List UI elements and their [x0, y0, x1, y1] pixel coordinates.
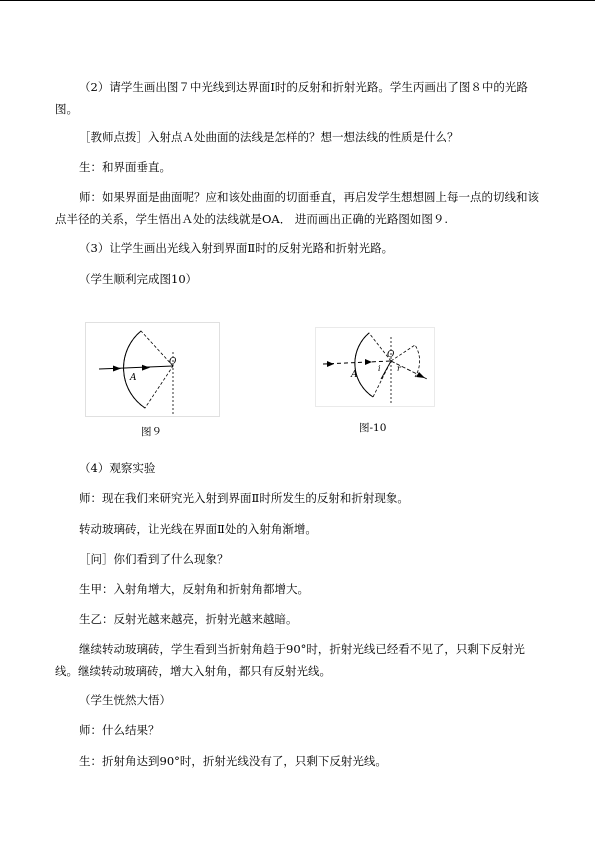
- paragraph-q2: （2）请学生画出图７中光线到达界面Ⅰ时的反射和折射光路。学生丙画出了图８中的光路图。: [55, 80, 528, 116]
- figure-10-angle-i: i: [378, 364, 381, 373]
- paragraph-teacher-hint: ［教师点拨］入射点Ａ处曲面的法线是怎样的？想一想法线的性质是什么？: [79, 130, 459, 144]
- paragraph-conclusion: 生：折射角达到90°时，折射光线没有了，只剩下反射光线。: [79, 754, 387, 768]
- paragraph-question: ［问］你们看到了什么现象？: [79, 552, 229, 566]
- paragraph-teacher-ask: 师：什么结果？: [79, 723, 160, 737]
- figure-9-caption: 图９: [141, 426, 162, 438]
- paragraph-q3: （3）让学生画出光线入射到界面Ⅱ时的反射光路和折射光路。: [79, 241, 394, 255]
- paragraph-continue: 继续转动玻璃砖，学生看到当折射角趋于90°时，折射光线已经看不见了，只剩下反射光线。继续转动玻璃砖，增大入射角，都只有反射光线。: [55, 642, 525, 678]
- paragraph-teacher-intro: 师：现在我们来研究光入射到界面Ⅱ时所发生的反射和折射现象。: [79, 491, 409, 505]
- figure-9-point-a: A: [130, 373, 137, 383]
- figure-10-point-o: O: [387, 350, 395, 360]
- figure-10-angle-r: r: [397, 364, 401, 373]
- paragraph-student-a: 生甲：入射角增大，反射角和折射角都增大。: [79, 582, 309, 596]
- figure-9: [85, 322, 220, 417]
- paragraph-student-answer: 生：和界面垂直。: [79, 160, 171, 174]
- figure-10-caption: 图-10: [359, 422, 387, 434]
- paragraph-realize: （学生恍然大悟）: [79, 693, 171, 707]
- paragraph-fig10-note: （学生顺利完成图10）: [79, 272, 198, 286]
- top-rule: [0, 0, 595, 1]
- figure-10: [315, 327, 435, 407]
- figure-10-point-a: A: [351, 370, 358, 380]
- paragraph-teacher-explain: 师：如果界面是曲面呢？应和该处曲面的切面垂直，再启发学生想想圆上每一点的切线和该点半径的关系，学生悟出Ａ处的法线就是OA． 进而画出正确的光路图如图９.: [55, 190, 539, 226]
- paragraph-q4: （4）观察实验: [79, 461, 156, 475]
- paragraph-rotate: 转动玻璃砖，让光线在界面Ⅱ处的入射角渐增。: [79, 522, 317, 536]
- figure-9-point-o: O: [169, 357, 177, 367]
- paragraph-student-b: 生乙：反射光越来越亮，折射光越来越暗。: [79, 612, 298, 626]
